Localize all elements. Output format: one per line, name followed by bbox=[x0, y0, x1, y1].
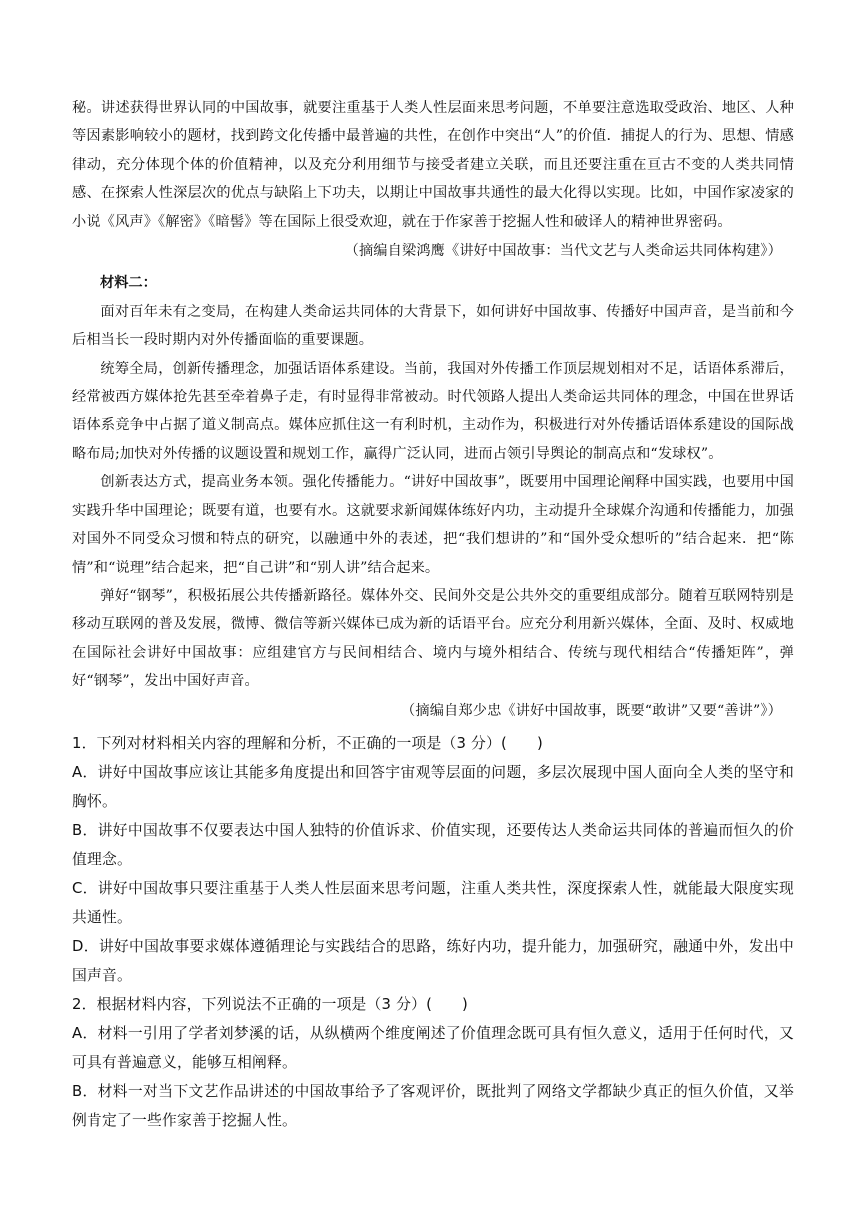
exam-page bbox=[72, 94, 794, 1135]
question-1-stem: 1．下列对材料相关内容的理解和分析，不正确的一项是（3 分）( ) bbox=[72, 734, 543, 752]
material2-paragraph-3: 创新表达方式，提高业务本领。强化传播能力。“讲好中国故事”，既要用中国理论阐释中国实践，也要用中国实践升华中国理论；既要有道，也要有水。这就要求新闻媒体练好内功，主动提升全球媒介沟通和传播能力，加强对国外不同受众习惯和特点的研究，以融通中外的表述，把“我们想讲的”和“国外受众想听的”结合起来．把“陈情”和“说理”结合起来，把“自己讲”和“别人讲”结合起来。 bbox=[72, 474, 794, 576]
question-1 bbox=[72, 729, 794, 990]
material1-source: （摘编自梁鸿鹰《讲好中国故事：当代文艺与人类命运共同体构建》） bbox=[344, 243, 782, 260]
question-1-option-c: C．讲好中国故事只要注重基于人类人性层面来思考问题，注重人类共性，深度探索人性，就能最大限度实现共通性。 bbox=[72, 879, 794, 926]
material2-paragraph-1: 面对百年未有之变局，在构建人类命运共同体的大背景下，如何讲好中国故事、传播好中国声音，是当前和今后相当长一段时期内对外传播面临的重要课题。 bbox=[72, 303, 794, 349]
question-1-option-d: D．讲好中国故事要求媒体遵循理论与实践结合的思路，练好内功，提升能力，加强研究，融通中外，发出中国声音。 bbox=[72, 937, 794, 984]
question-2-option-a: A．材料一引用了学者刘梦溪的话，从纵横两个维度阐述了价值理念既可具有恒久意义，适用于任何时代，又可具有普遍意义，能够互相阐释。 bbox=[72, 1024, 794, 1071]
question-2-stem: 2．根据材料内容，下列说法不正确的一项是（3 分）( ) bbox=[72, 995, 469, 1013]
question-2 bbox=[72, 990, 794, 1135]
material2-paragraph-4: 弹好“钢琴”，积极拓展公共传播新路径。媒体外交、民间外交是公共外交的重要组成部分。随着互联网特别是移动互联网的普及发展，微博、微信等新兴媒体已成为新的话语平台。应充分利用新兴媒体，全面、及时、权威地在国际社会讲好中国故事：应组建官方与民间相结合、境内与境外相结合、传统与现代相结合“传播矩阵”，弹好“钢琴”，发出中国好声音。 bbox=[72, 587, 794, 690]
question-1-option-b: B．讲好中国故事不仅要表达中国人独特的价值诉求、价值实现，还要传达人类命运共同体的普遍而恒久的价值理念。 bbox=[72, 821, 794, 868]
material2-source: （摘编自郑少忠《讲好中国故事，既要“敢讲”又要“善讲”》） bbox=[401, 702, 782, 719]
material1-tail-paragraph: 秘。讲述获得世界认同的中国故事，就要注重基于人类人性层面来思考问题，不单要注意选取受政治、地区、人种等因素影响较小的题材，找到跨文化传播中最普遍的共性，在创作中突出“人”的价值．捕捉人的行为、思想、情感律动，充分体现个体的价值精神，以及充分利用细节与接受者建立关联，而且还要注重在亘古不变的人类共同情感、在探索人性深层次的优点与缺陷上下功夫，以期让中国故事共通性的最大化得以实现。比如，中国作家凌家的小说《风声》《解密》《暗髻》等在国际上很受欢迎，就在于作家善于挖掘人性和破译人的精神世界密码。 bbox=[72, 100, 794, 230]
question-1-option-a: A．讲好中国故事应该让其能多角度提出和回答宇宙观等层面的问题，多层次展现中国人面向全人类的坚守和胸怀。 bbox=[72, 763, 794, 810]
material2-paragraph-2: 统筹全局，创新传播理念，加强话语体系建设。当前，我国对外传播工作顶层规划相对不足，话语体系滞后，经常被西方媒体抢先甚至牵着鼻子走，有时显得非常被动。时代领路人提出人类命运共同体的理念，中国在世界话语体系竞争中占据了道义制高点。媒体应抓住这一有利时机，主动作为，积极进行对外传播话语体系建设的国际战略布局;加快对外传播的议题设置和规划工作，赢得广泛认同，进而占领引导舆论的制高点和“发球权”。 bbox=[72, 360, 794, 462]
material2-heading: 材料二： bbox=[100, 275, 157, 292]
question-2-option-b: B．材料一对当下文艺作品讲述的中国故事给予了客观评价，既批判了网络文学都缺少真正的恒久价值，又举例肯定了一些作家善于挖掘人性。 bbox=[72, 1082, 794, 1129]
